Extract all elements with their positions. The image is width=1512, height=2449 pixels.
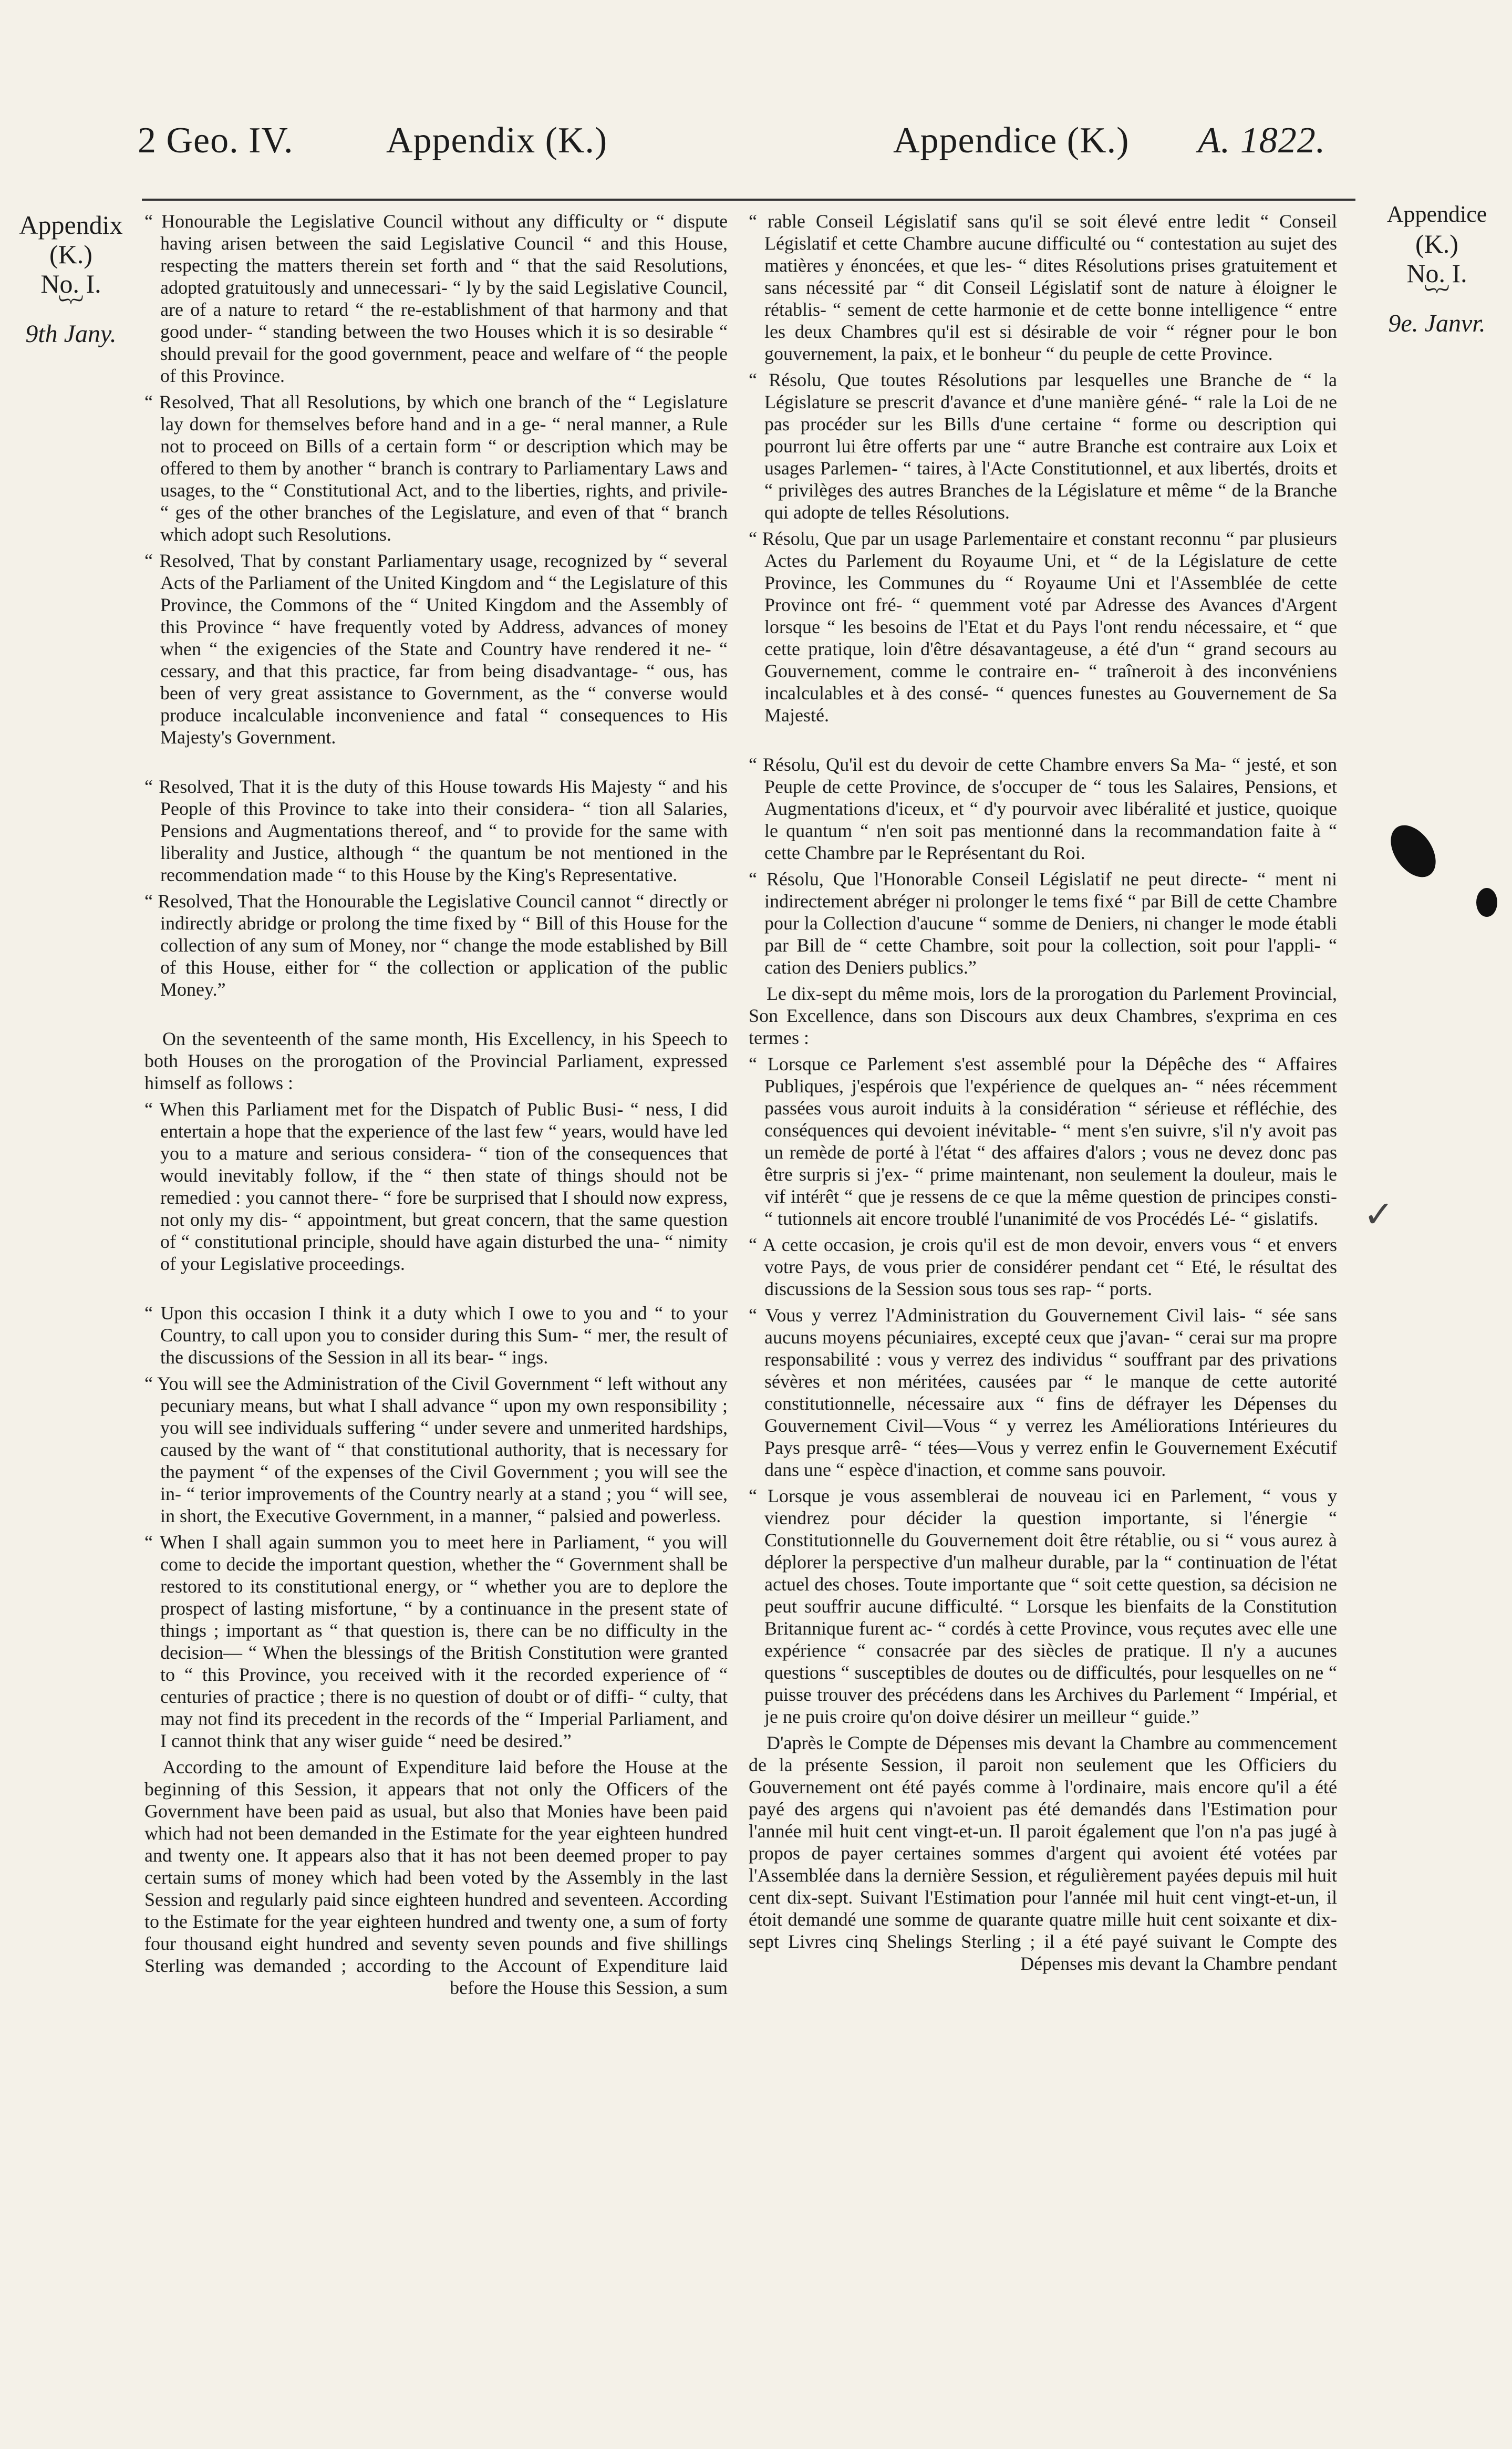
english-paragraph: “ Resolved, That by constant Parliamentary usage, recognized by “ several Acts of the Parliament of the United Kingdom and “ the Legislature of this Province, the Commons of the “ United Kingdom and the Assembly of this Province “ have frequently voted by Address, advances of money when “ the exigencies of the State and Country have rendered it ne- “ cessary, and that this practice, far from being disadvantage- “ ous, has been of very great assistance to Government, as the “ converse would produce incalculable inconvenience and fatal “ consequences to His Majesty's Government.: [144, 550, 728, 748]
left-margin-number: No. I.: [40, 269, 101, 298]
english-paragraph: “ Resolved, That all Resolutions, by which one branch of the “ Legislature lay down for themselves before hand and in a ge- “ neral manner, a Rule not to proceed on Bills of a certain form “ or description which may be offered to them by another “ branch is contrary to Parliamentary Laws and usages, to the “ Constitutional Act, and to the liberties, rights, and privile- “ ges of the other branches of the Legislature, and even of that “ branch which adopt such Resolutions.: [144, 391, 728, 545]
ink-blot: [1476, 888, 1497, 917]
ink-blot: [1382, 817, 1445, 885]
french-paragraph: “ Résolu, Qu'il est du devoir de cette Chambre envers Sa Ma- “ jesté, et son Peuple de cette Province, de s'occuper de “ tous les Salaires, Pensions, et Augmentations d'iceux, et “ d'y pourvoir avec libéralité et justice, quoique le quantum “ n'en soit pas mentionné dans la recommandation faite à “ cette Chambre par le Représentant du Roi.: [749, 754, 1337, 863]
english-column: [144, 210, 728, 2003]
right-margin-note: [1371, 200, 1503, 338]
right-margin-brace: ︸: [1425, 285, 1449, 312]
header-rule: [142, 199, 1355, 201]
french-paragraph: “ Résolu, Que toutes Résolutions par lesquelles une Branche de “ la Législature se prescrit d'avance et d'une manière géné- “ rale la Loi de ne pas procéder sur les Bills d'une certaine “ forme ou description qui pourront lui être offerts par une “ autre Branche est contraire aux Loix et usages Parlemen- “ taires, à l'Acte Constitutionnel, et aux libertés, droits et “ privilèges des autres Branches de la Législature et même “ de la Branche qui adopte de telles Résolutions.: [749, 369, 1337, 523]
french-paragraph: “ rable Conseil Législatif sans qu'il se soit élevé entre ledit “ Conseil Législatif et cette Chambre aucune difficulté ou “ contestation au sujet des matières y énoncées, et que les- “ dites Résolutions prises gratuitement et sans nécessité par “ dit Conseil Législatif sont de nature à éloigner le rétablis- “ sement de cette harmonie et de cette bonne intelligence “ entre les deux Chambres qu'il est si désirable de voir “ régner pour le bon gouvernement, la paix, et le bonheur “ du peuple de cette Province.: [749, 211, 1337, 364]
english-paragraph: “ Upon this occasion I think it a duty which I owe to you and “ to your Country, to call upon you to consider during this Sum- “ mer, the result of the discussions of the Session in all its bear- “ ings.: [144, 1303, 728, 1368]
french-paragraph: “ Résolu, Que par un usage Parlementaire et constant reconnu “ par plusieurs Actes du Parlement du Royaume Uni, et “ de la Législature de cette Province, les Communes du “ Royaume Uni et l'Assemblée de cette Province ont fré- “ quemment voté par Adresse des Avances d'Argent lorsque “ les besoins de l'Etat et du Pays l'ont rendu nécessaire, et “ que cette pratique, loin d'être désavantageuse, a été d'un “ grand secours au Gouvernement, comme le contraire en- “ traîneroit à des inconvéniens incalculables et à des consé- “ quences funestes au Gouvernement de Sa Majesté.: [749, 528, 1337, 726]
left-margin-date: 9th Jany.: [25, 320, 117, 348]
french-paragraph: “ Lorsque ce Parlement s'est assemblé pour la Dépêche des “ Affaires Publiques, j'espérois que l'expérience de quelques an- “ nées récemment passées vous auroit induits à la considération “ sérieuse et réfléchie, des conséquences qui devoient inévitable- “ ment s'en suivre, s'il n'y avoit pas un remède de porté à l'état “ des affaires d'alors ; vous ne devez donc pas être surpris si j'ex- “ prime maintenant, non seulement la douleur, mais le vif intérêt “ que je ressens de ce que la même question de principes consti- “ tutionnels ait encore troublé l'unanimité de vos Procédés Lé- “ gislatifs.: [749, 1053, 1337, 1229]
page-header: [0, 0, 1512, 173]
french-paragraph: “ A cette occasion, je crois qu'il est de mon devoir, envers vous “ et envers votre Pays, de vous prier de considérer pendant cet “ Eté, le résultat des discussions de la Session sous tous ses rap- “ ports.: [749, 1234, 1337, 1299]
french-column: [749, 210, 1337, 1979]
left-margin-letter: (K.): [49, 240, 92, 269]
right-margin-date: 9e. Janvr.: [1388, 309, 1486, 337]
left-margin-note: [11, 210, 131, 349]
french-paragraph: Le dix-sept du même mois, lors de la prorogation du Parlement Provincial, Son Excellence, dans son Discours aux deux Chambres, s'exprima en ces termes :: [749, 983, 1337, 1048]
english-paragraph: “ Resolved, That it is the duty of this House towards His Majesty “ and his People of this Province to take into their considera- “ tion all Salaries, Pensions and Augmentations thereof, and “ to provide for the same with liberality and Justice, although “ the quantum be not mentioned in the recommendation made “ to this House by the King's Representative.: [144, 776, 728, 885]
right-margin-appendice: Appendice: [1386, 201, 1487, 227]
french-paragraph: “ Vous y verrez l'Administration du Gouvernement Civil lais- “ sée sans aucuns moyens pécuniaires, excepté ceux que j'avan- “ cerai sur ma propre responsabilité : vous y verrez des individus “ souffrant par des privations sévères et non méritées, causées par “ le manque de cette autorité constitutionnelle, nécessaire aux “ fins de défrayer les Dépenses du Gouvernement Civil—Vous “ y verrez les Améliorations Intérieures du Pays presque arrê- “ tées—Vous y verrez enfin le Gouvernement Exécutif dans une “ espèce d'inaction, et comme sans pouvoir.: [749, 1305, 1337, 1480]
english-paragraph: “ When I shall again summon you to meet here in Parliament, “ you will come to decide the important question, whether the “ Government shall be restored to its constitutional energy, or “ whether you are to deplore the prospect of lasting misfortune, “ by a continuance in the present state of things ; important as “ that question is, there can be no difficulty in the decision— “ When the blessings of the British Constitution were granted to “ this Province, you received with it the recorded experience of “ centuries of practice ; there is no question of doubt or of diffi- “ culty, that may not find its precedent in the records of the “ Imperial Parliament, and I cannot think that any wiser guide “ need be desired.”: [144, 1532, 728, 1751]
english-paragraph: “ Honourable the Legislative Council without any difficulty or “ dispute having arisen between the said Legislative Council “ and this House, respecting the matters therein set forth and “ that the said Resolutions, adopted gratuitously and unnecessari- “ ly by the said Legislative Council, are of a nature to retard “ the re-establishment of that harmony and that good under- “ standing between the two Houses which it is so desirable “ should prevail for the good government, peace and welfare of “ the people of this Province.: [144, 211, 728, 386]
left-margin-appendix: Appendix: [19, 210, 123, 240]
english-paragraph: “ Resolved, That the Honourable the Legislative Council cannot “ directly or indirectly abridge or prolong the time fixed by “ Bill of this House for the collection of any sum of Money, nor “ change the mode established by Bill of this House, either for “ the collection or application of the public Money.”: [144, 891, 728, 1000]
french-paragraph: “ Lorsque je vous assemblerai de nouveau ici en Parlement, “ vous y viendrez pour décider la question importante, si l'énergie “ Constitutionnelle du Gouvernement doit être rétablie, ou si “ vous aurez à déplorer la perspective d'un malheur durable, par la “ continuation de l'état actuel des choses. Toute importante que “ soit cette question, sa décision ne peut souffrir aucune difficulté. “ Lorsque les bienfaits de la Constitution Britannique furent ac- “ cordés à cette Province, vous reçutes avec elle une expérience “ consacrée par des siècles de pratique. Il n'y a aucunes questions “ susceptibles de doutes ou de difficultés, pour lesquelles on ne “ puisse trouver des précédens dans les Archives du Parlement “ Impérial, et je ne puis croire qu'on doive désirer un meilleur “ guide.”: [749, 1485, 1337, 1727]
appendix-title-en: Appendix (K.): [386, 120, 608, 161]
left-margin-brace: ︸: [59, 295, 83, 322]
english-paragraph: “ When this Parliament met for the Dispatch of Public Busi- “ ness, I did entertain a hope that the experience of the last few “ years, would have led you to a mature and serious considera- “ tion of the consequences that would inevitably follow, if the “ then state of things should not be remedied : you cannot there- “ fore be surprised that I should now express, not only my dis- “ appointment, but great concern, that the same question of “ constitutional principle, should have again disturbed the una- “ nimity of your Legislative proceedings.: [144, 1099, 728, 1274]
english-paragraph: On the seventeenth of the same month, His Excellency, in his Speech to both Houses on the prorogation of the Provincial Parliament, expressed himself as follows :: [144, 1028, 728, 1093]
appendix-title-fr: Appendice (K.): [893, 120, 1130, 161]
english-paragraph: According to the amount of Expenditure laid before the House at the beginning of this Session, it appears that not only the Officers of the Government have been paid as usual, but also that Monies have been paid which had not been demanded in the Estimate for the year eighteen hundred and twenty one. It appears also that it has not been deemed proper to pay certain sums of money which had been voted by the Assembly in the last Session and regularly paid since eighteen hundred and seventeen. According to the Estimate for the year eighteen hundred and twenty one, a sum of forty four thousand eight hundred and seventy seven pounds and five shillings Sterling was demanded ; according to the Account of Expenditure laid before the House this Session, a sum: [144, 1756, 728, 1998]
english-paragraph: “ You will see the Administration of the Civil Government “ left without any pecuniary means, but what I shall advance “ upon my own responsibility ; you will see individuals suffering “ under severe and unmerited hardships, caused by the want of “ that constitutional authority, that is necessary for the payment “ of the expenses of the Civil Government ; you will see the in- “ terior improvements of the Country nearly at a stand ; you “ will see, in short, the Executive Government, in a manner, “ palsied and powerless.: [144, 1373, 728, 1526]
check-mark-icon: ✓: [1363, 1193, 1394, 1236]
french-paragraph: “ Résolu, Que l'Honorable Conseil Législatif ne peut directe- “ ment ni indirectement abréger ni prolonger le tems fixé “ par Bill de cette Chambre pour la Collection d'aucune “ somme de Deniers, ni changer le mode établi par Bill de “ cette Chambre, soit pour la collection, soit pour l'appli- “ cation des Deniers publics.”: [749, 869, 1337, 978]
right-margin-letter: (K.): [1415, 229, 1458, 259]
french-paragraph: D'après le Compte de Dépenses mis devant la Chambre au commencement de la présente Session, il paroit non seulement que les Officiers du Gouvernement ont été payés comme à l'ordinaire, mais encore qu'il a été payé des argens qui n'avoient pas été demandés dans l'Estimation pour l'année mil huit cent vingt-et-un. Il paroit également que l'on n'a pas jugé à propos de payer certaines sommes d'argent qui avoient été votées par l'Assemblée dans la dernière Session, et régulièrement payées depuis mil huit cent dix-sept. Suivant l'Estimation pour l'année mil huit cent vingt-et-un, il étoit demandé une somme de quarante quatre mille huit cent soixante et dix-sept Livres cinq Shelings Sterling ; il a été payé suivant le Compte des Dépenses mis devant la Chambre pendant: [749, 1732, 1337, 1974]
year-label: A. 1822.: [1198, 120, 1326, 161]
right-margin-number: No. I.: [1406, 259, 1467, 288]
regnal-year: 2 Geo. IV.: [138, 120, 294, 161]
